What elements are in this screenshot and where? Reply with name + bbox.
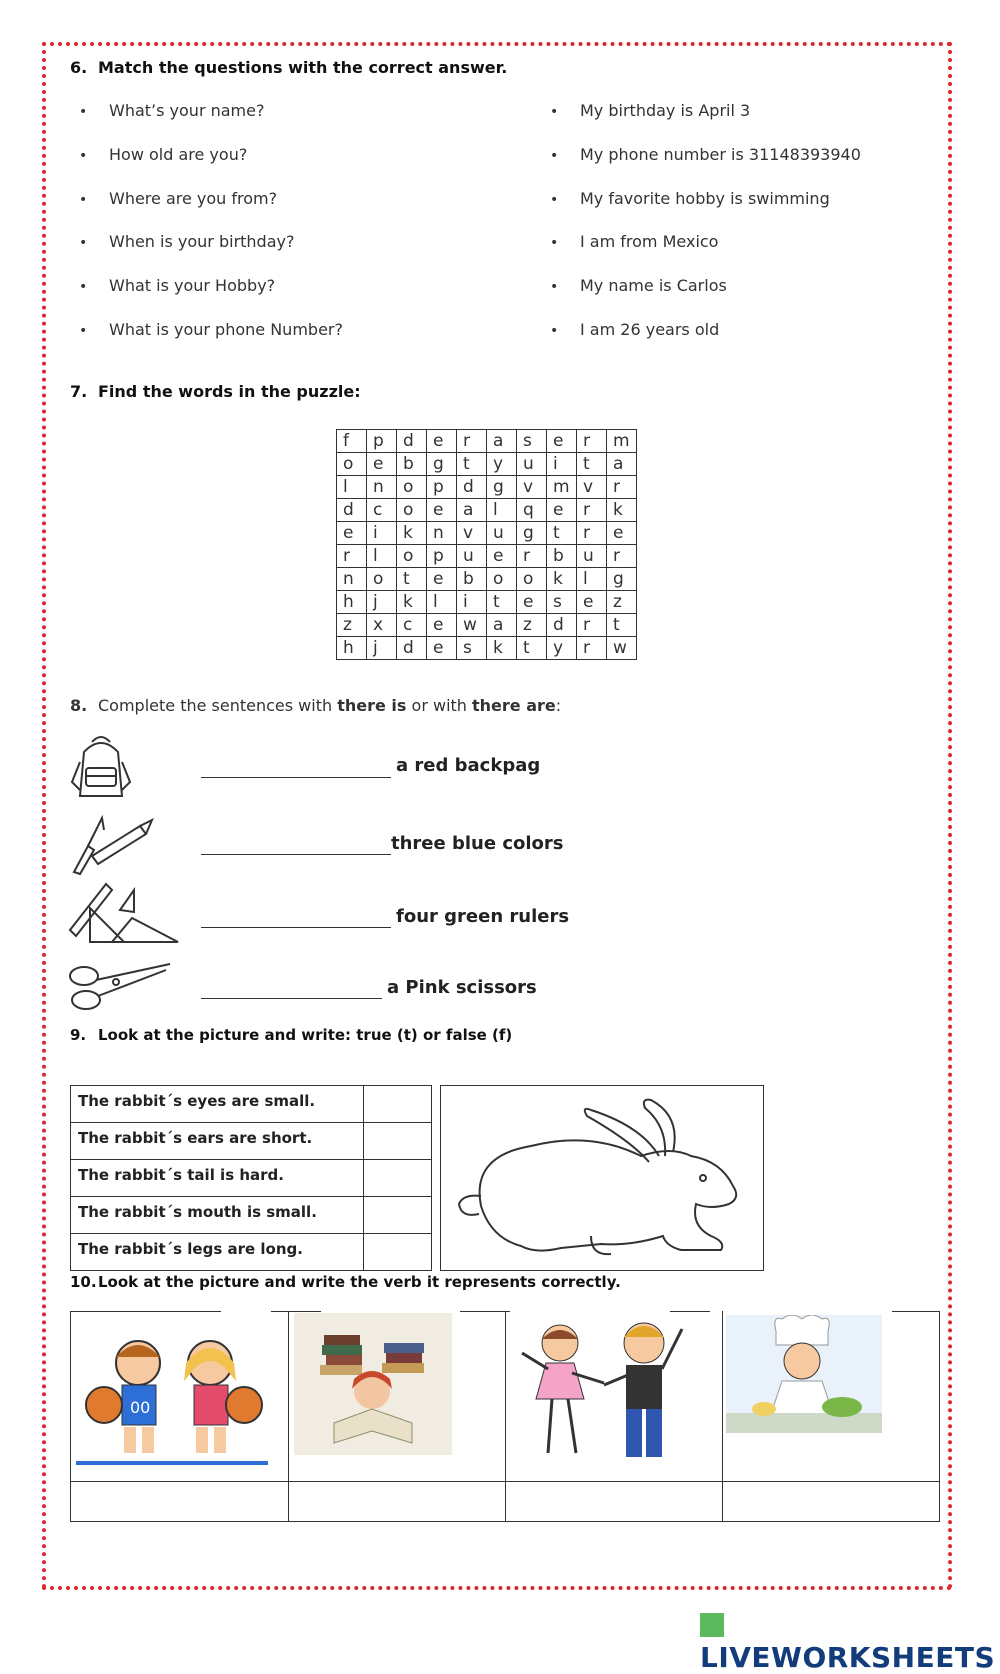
statement-cell: The rabbit´s legs are long. [71, 1234, 364, 1271]
statement-cell: The rabbit´s eyes are small. [71, 1086, 364, 1123]
puzzle-cell[interactable]: l [367, 545, 397, 568]
puzzle-cell[interactable]: g [517, 522, 547, 545]
puzzle-cell[interactable]: p [427, 476, 457, 499]
puzzle-cell[interactable]: v [577, 476, 607, 499]
backpack-icon [66, 732, 136, 802]
q6-answer: • I am 26 years old [550, 320, 720, 339]
puzzle-cell[interactable]: e [367, 453, 397, 476]
puzzle-cell[interactable]: p [367, 430, 397, 453]
puzzle-cell[interactable]: e [427, 430, 457, 453]
q10-heading: 10.Look at the picture and write the verb it represents correctly. [70, 1273, 621, 1291]
answer-cell[interactable] [364, 1197, 432, 1234]
puzzle-cell[interactable]: d [397, 637, 427, 660]
puzzle-cell[interactable]: o [397, 499, 427, 522]
puzzle-cell[interactable]: i [367, 522, 397, 545]
answer-cell[interactable] [364, 1123, 432, 1160]
q6-answer: • My phone number is 31148393940 [550, 145, 861, 164]
puzzle-cell[interactable]: a [607, 453, 637, 476]
rabbit-picture-box [440, 1085, 764, 1271]
puzzle-cell[interactable]: k [607, 499, 637, 522]
grid-line [70, 1481, 940, 1482]
grid-line [460, 1311, 510, 1312]
puzzle-cell[interactable]: v [457, 522, 487, 545]
q6-answer: • My name is Carlos [550, 276, 727, 295]
table-row [71, 1197, 432, 1234]
rabbit-icon [441, 1086, 763, 1270]
puzzle-cell[interactable]: y [487, 453, 517, 476]
puzzle-cell[interactable]: o [517, 568, 547, 591]
puzzle-cell[interactable]: k [547, 568, 577, 591]
puzzle-cell[interactable]: t [397, 568, 427, 591]
puzzle-cell[interactable]: r [577, 614, 607, 637]
puzzle-cell[interactable]: e [337, 522, 367, 545]
table-row [71, 1160, 432, 1197]
puzzle-cell[interactable]: e [487, 545, 517, 568]
puzzle-cell[interactable]: y [547, 637, 577, 660]
puzzle-cell[interactable]: w [457, 614, 487, 637]
puzzle-cell[interactable]: a [457, 499, 487, 522]
puzzle-cell[interactable]: e [517, 591, 547, 614]
puzzle-cell[interactable]: b [457, 568, 487, 591]
answer-blank[interactable] [201, 927, 391, 928]
q6-question: • Where are you from? [79, 189, 278, 208]
puzzle-row [337, 591, 637, 614]
statement-cell: The rabbit´s mouth is small. [71, 1197, 364, 1234]
puzzle-cell[interactable]: x [367, 614, 397, 637]
puzzle-row [337, 545, 637, 568]
answer-cell[interactable] [364, 1234, 432, 1271]
puzzle-cell[interactable]: o [397, 545, 427, 568]
puzzle-cell[interactable]: m [547, 476, 577, 499]
logo-icon [700, 1613, 724, 1637]
puzzle-row [337, 430, 637, 453]
answer-blank[interactable] [201, 998, 382, 999]
puzzle-cell[interactable]: s [457, 637, 487, 660]
puzzle-cell[interactable]: r [607, 545, 637, 568]
puzzle-cell[interactable]: r [577, 430, 607, 453]
puzzle-cell[interactable]: o [397, 476, 427, 499]
puzzle-cell[interactable]: s [517, 430, 547, 453]
puzzle-cell[interactable]: t [607, 614, 637, 637]
q6-question: • What is your phone Number? [79, 320, 343, 339]
puzzle-cell[interactable]: p [427, 545, 457, 568]
puzzle-cell[interactable]: u [457, 545, 487, 568]
puzzle-cell[interactable]: w [607, 637, 637, 660]
q6-answer: • My birthday is April 3 [550, 101, 751, 120]
puzzle-cell[interactable]: k [487, 637, 517, 660]
answer-blank[interactable] [201, 854, 391, 855]
grid-line [505, 1311, 506, 1522]
true-false-table [70, 1085, 432, 1271]
chef-cooking-icon [726, 1315, 882, 1433]
puzzle-cell[interactable]: r [577, 522, 607, 545]
grid-line [70, 1311, 221, 1312]
puzzle-cell[interactable]: n [337, 568, 367, 591]
puzzle-row [337, 637, 637, 660]
q6-question: • What’s your name? [79, 101, 265, 120]
puzzle-cell[interactable]: s [547, 591, 577, 614]
puzzle-cell[interactable]: c [367, 499, 397, 522]
sentence-2: three blue colors [391, 833, 564, 854]
puzzle-cell[interactable]: l [487, 499, 517, 522]
statement-cell: The rabbit´s tail is hard. [71, 1160, 364, 1197]
ruler-set-icon [66, 880, 184, 948]
puzzle-cell[interactable]: t [517, 637, 547, 660]
statement-cell: The rabbit´s ears are short. [71, 1123, 364, 1160]
puzzle-cell[interactable]: d [457, 476, 487, 499]
puzzle-cell[interactable]: t [487, 591, 517, 614]
answer-cell[interactable] [364, 1086, 432, 1123]
puzzle-cell[interactable]: j [367, 637, 397, 660]
puzzle-cell[interactable]: t [577, 453, 607, 476]
puzzle-cell[interactable]: t [457, 453, 487, 476]
grid-line [670, 1311, 710, 1312]
word-search-grid [336, 429, 637, 660]
reading-girl-icon [294, 1313, 452, 1455]
q6-question: • What is your Hobby? [79, 276, 276, 295]
dancing-kids-icon [512, 1313, 706, 1473]
puzzle-row [337, 522, 637, 545]
jersey-number: 00 [130, 1398, 151, 1417]
puzzle-cell[interactable]: e [547, 499, 577, 522]
puzzle-cell[interactable]: z [517, 614, 547, 637]
puzzle-cell[interactable]: k [397, 591, 427, 614]
puzzle-cell[interactable]: m [607, 430, 637, 453]
puzzle-cell[interactable]: r [337, 545, 367, 568]
puzzle-cell[interactable]: a [487, 614, 517, 637]
scissors-icon [66, 958, 174, 1014]
puzzle-cell[interactable]: l [337, 476, 367, 499]
puzzle-cell[interactable]: z [607, 591, 637, 614]
puzzle-cell[interactable]: e [577, 591, 607, 614]
puzzle-cell[interactable]: b [547, 545, 577, 568]
q10-picture-grid [70, 1311, 940, 1522]
grid-line [722, 1311, 723, 1522]
puzzle-cell[interactable]: g [427, 453, 457, 476]
basketball-kids-icon [76, 1333, 268, 1465]
table-row [71, 1123, 432, 1160]
puzzle-cell[interactable]: i [547, 453, 577, 476]
grid-line [271, 1311, 321, 1312]
answer-cell[interactable] [364, 1160, 432, 1197]
puzzle-cell[interactable]: g [607, 568, 637, 591]
puzzle-cell[interactable]: o [367, 568, 397, 591]
answer-blank[interactable] [201, 777, 391, 778]
puzzle-cell[interactable]: u [487, 522, 517, 545]
puzzle-cell[interactable]: d [547, 614, 577, 637]
puzzle-cell[interactable]: l [577, 568, 607, 591]
puzzle-cell[interactable]: d [337, 499, 367, 522]
sentence-1: a red backpag [396, 755, 541, 776]
puzzle-cell[interactable]: d [397, 430, 427, 453]
grid-line [70, 1311, 71, 1522]
puzzle-cell[interactable]: o [337, 453, 367, 476]
q6-question: • When is your birthday? [79, 232, 295, 251]
pencils-icon [68, 806, 154, 876]
grid-line [892, 1311, 940, 1312]
sentence-3: four green rulers [396, 906, 570, 927]
puzzle-cell[interactable]: e [427, 568, 457, 591]
q6-heading: 6. Match the questions with the correct answer. [70, 58, 508, 77]
puzzle-cell[interactable]: u [577, 545, 607, 568]
puzzle-cell[interactable]: o [487, 568, 517, 591]
puzzle-cell[interactable]: e [607, 522, 637, 545]
puzzle-cell[interactable]: r [577, 499, 607, 522]
puzzle-cell[interactable]: i [457, 591, 487, 614]
puzzle-row [337, 453, 637, 476]
puzzle-row [337, 499, 637, 522]
puzzle-row [337, 614, 637, 637]
grid-line [70, 1521, 940, 1522]
puzzle-cell[interactable]: a [487, 430, 517, 453]
puzzle-cell[interactable]: h [337, 591, 367, 614]
table-row [71, 1086, 432, 1123]
puzzle-cell[interactable]: r [607, 476, 637, 499]
q9-heading: 9. Look at the picture and write: true (t) or false (f) [70, 1026, 513, 1044]
puzzle-cell[interactable]: f [337, 430, 367, 453]
puzzle-row [337, 476, 637, 499]
puzzle-cell[interactable]: j [367, 591, 397, 614]
liveworksheets-logo: LIVEWORKSHEETS [700, 1608, 1000, 1674]
q7-heading: 7. Find the words in the puzzle: [70, 382, 361, 401]
puzzle-cell[interactable]: e [427, 614, 457, 637]
puzzle-cell[interactable]: c [397, 614, 427, 637]
puzzle-cell[interactable]: n [367, 476, 397, 499]
puzzle-cell[interactable]: k [397, 522, 427, 545]
puzzle-cell[interactable]: q [517, 499, 547, 522]
q8-heading: 8. Complete the sentences with there is or with there are: [70, 696, 562, 715]
puzzle-cell[interactable]: v [517, 476, 547, 499]
grid-line [939, 1311, 940, 1522]
puzzle-row [337, 568, 637, 591]
puzzle-cell[interactable]: r [577, 637, 607, 660]
sentence-4: a Pink scissors [387, 977, 537, 998]
puzzle-cell[interactable]: l [427, 591, 457, 614]
puzzle-cell[interactable]: e [427, 499, 457, 522]
puzzle-cell[interactable]: b [397, 453, 427, 476]
puzzle-cell[interactable]: u [517, 453, 547, 476]
puzzle-cell[interactable]: n [427, 522, 457, 545]
puzzle-cell[interactable]: r [457, 430, 487, 453]
table-row [71, 1234, 432, 1271]
q6-answer: • My favorite hobby is swimming [550, 189, 830, 208]
puzzle-cell[interactable]: r [517, 545, 547, 568]
puzzle-cell[interactable]: e [547, 430, 577, 453]
grid-line [288, 1311, 289, 1522]
q6-question: • How old are you? [79, 145, 248, 164]
puzzle-cell[interactable]: g [487, 476, 517, 499]
puzzle-cell[interactable]: h [337, 637, 367, 660]
q6-answer: • I am from Mexico [550, 232, 719, 251]
puzzle-cell[interactable]: z [337, 614, 367, 637]
puzzle-cell[interactable]: e [427, 637, 457, 660]
puzzle-cell[interactable]: t [547, 522, 577, 545]
